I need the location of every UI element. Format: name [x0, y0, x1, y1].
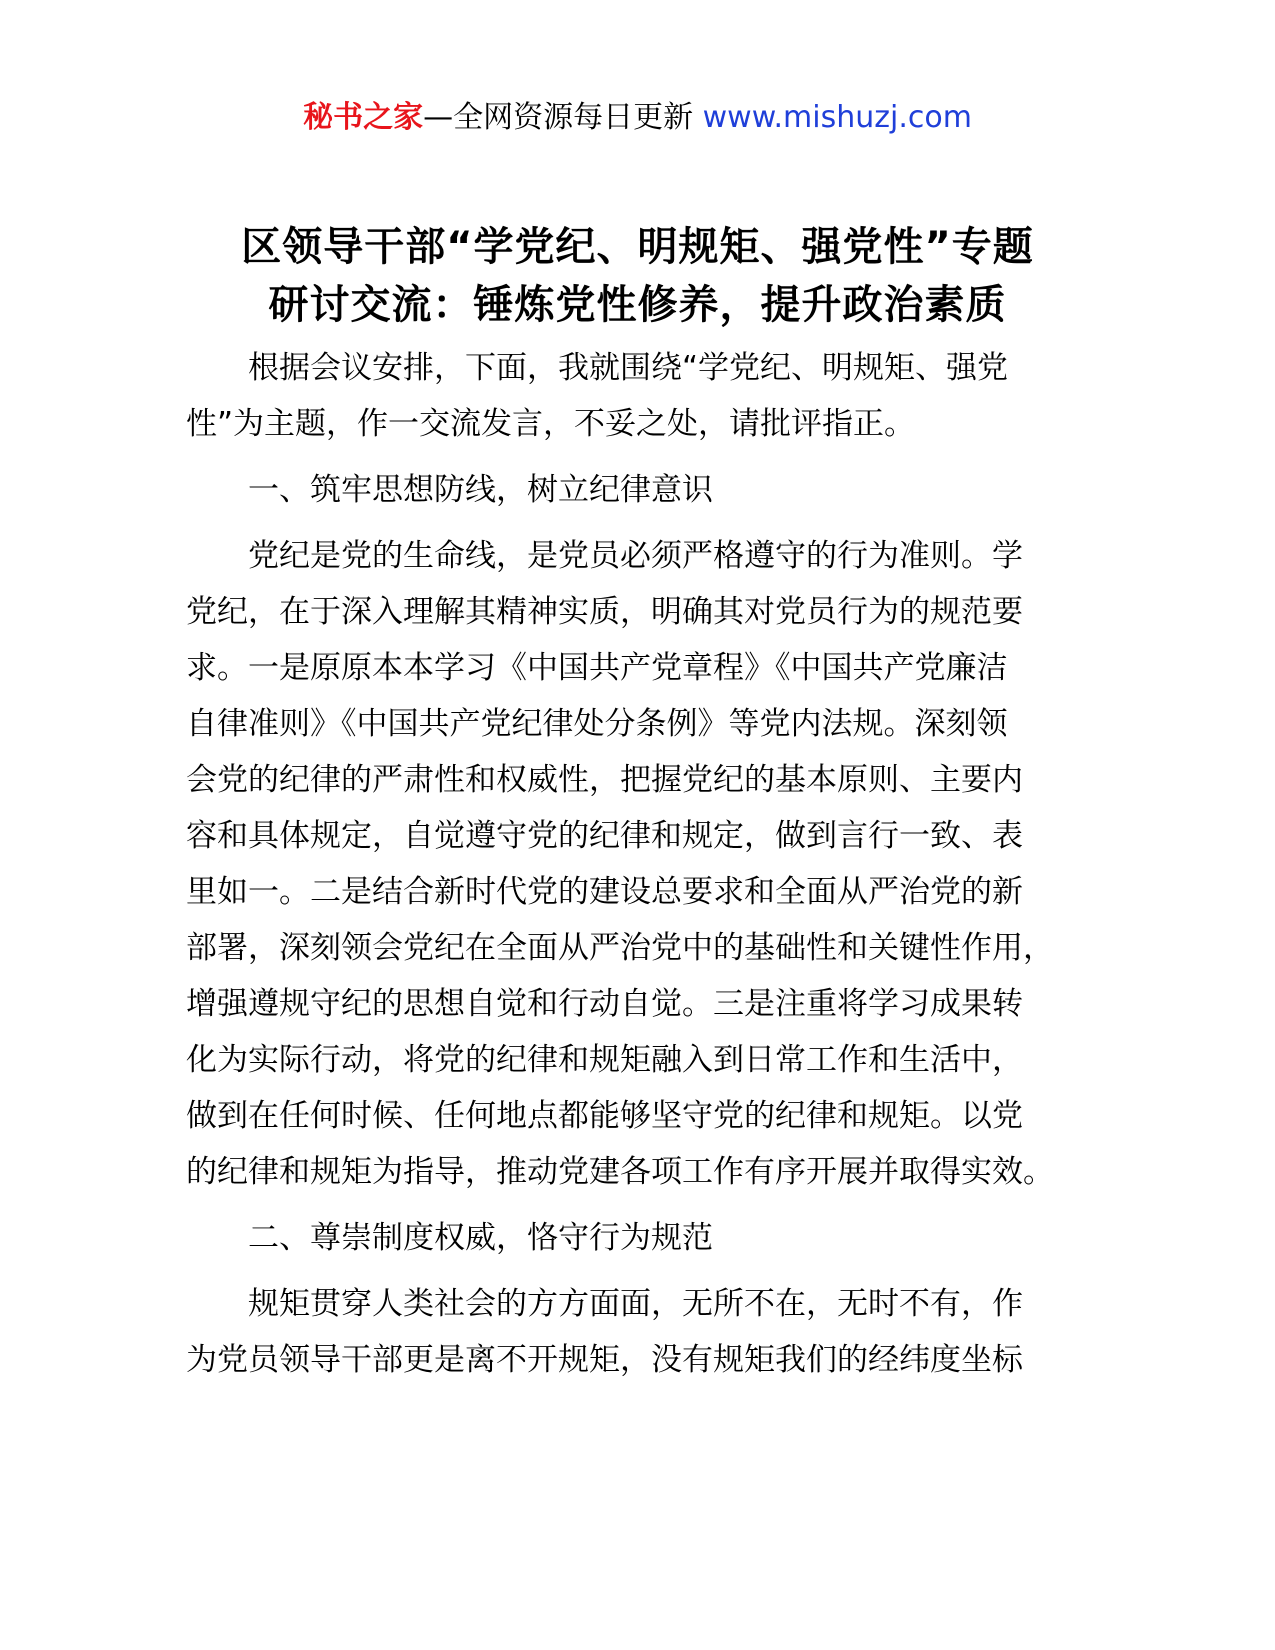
paragraph-line: 自律准则》《中国共产党纪律处分条例》等党内法规。深刻领	[186, 706, 1008, 742]
paragraph-line: 做到在任何时候、任何地点都能够坚守党的纪律和规矩。以党	[186, 1098, 1023, 1134]
paragraph-line: 党纪，在于深入理解其精神实质，明确其对党员行为的规范要	[186, 594, 1023, 630]
paragraph-line: 的纪律和规矩为指导，推动党建各项工作有序开展并取得实效。	[186, 1154, 1054, 1190]
paragraph-line: 容和具体规定，自觉遵守党的纪律和规定，做到言行一致、表	[186, 818, 1023, 854]
paragraph-section-2	[186, 1276, 1086, 1388]
paragraph-line: 会党的纪律的严肃性和权威性，把握党纪的基本原则、主要内	[186, 762, 1023, 798]
paragraph-line: 党纪是党的生命线，是党员必须严格遵守的行为准则。学	[248, 538, 1023, 574]
paragraph-line: 化为实际行动，将党的纪律和规矩融入到日常工作和生活中，	[186, 1042, 1023, 1078]
paragraph-line: 求。一是原原本本学习《中国共产党章程》《中国共产党廉洁	[186, 650, 1008, 686]
title-line: 研讨交流：锤炼党性修养，提升政治素质	[268, 282, 1007, 328]
paragraph-line: 根据会议安排，下面，我就围绕“学党纪、明规矩、强党	[248, 350, 1009, 386]
paragraph-section-1	[186, 528, 1086, 1200]
site-brand: 秘书之家	[303, 100, 424, 135]
document-body	[186, 340, 1086, 1398]
paragraph-line: 性”为主题，作一交流发言，不妥之处，请批评指正。	[186, 406, 916, 442]
paragraph-line: 规矩贯穿人类社会的方方面面，无所不在，无时不有，作	[248, 1286, 1023, 1322]
paragraph-line: 部署，深刻领会党纪在全面从严治党中的基础性和关键性作用，	[186, 930, 1054, 966]
section-heading-2	[186, 1210, 1086, 1266]
section-heading-1	[186, 462, 1086, 518]
paragraph-intro	[186, 340, 1086, 452]
heading-line: 一、筑牢思想防线，树立纪律意识	[248, 472, 713, 508]
document-title	[150, 218, 1125, 334]
paragraph-line: 增强遵规守纪的思想自觉和行动自觉。三是注重将学习成果转	[186, 986, 1023, 1022]
site-tagline: —全网资源每日更新	[423, 100, 703, 135]
site-header	[0, 98, 1275, 138]
paragraph-line: 里如一。二是结合新时代党的建设总要求和全面从严治党的新	[186, 874, 1023, 910]
site-url-link[interactable]: www.mishuzj.com	[702, 100, 972, 135]
paragraph-line: 为党员领导干部更是离不开规矩，没有规矩我们的经纬度坐标	[186, 1342, 1023, 1378]
heading-line: 二、尊崇制度权威，恪守行为规范	[248, 1220, 713, 1256]
title-line: 区领导干部“学党纪、明规矩、强党性”专题	[241, 224, 1034, 270]
